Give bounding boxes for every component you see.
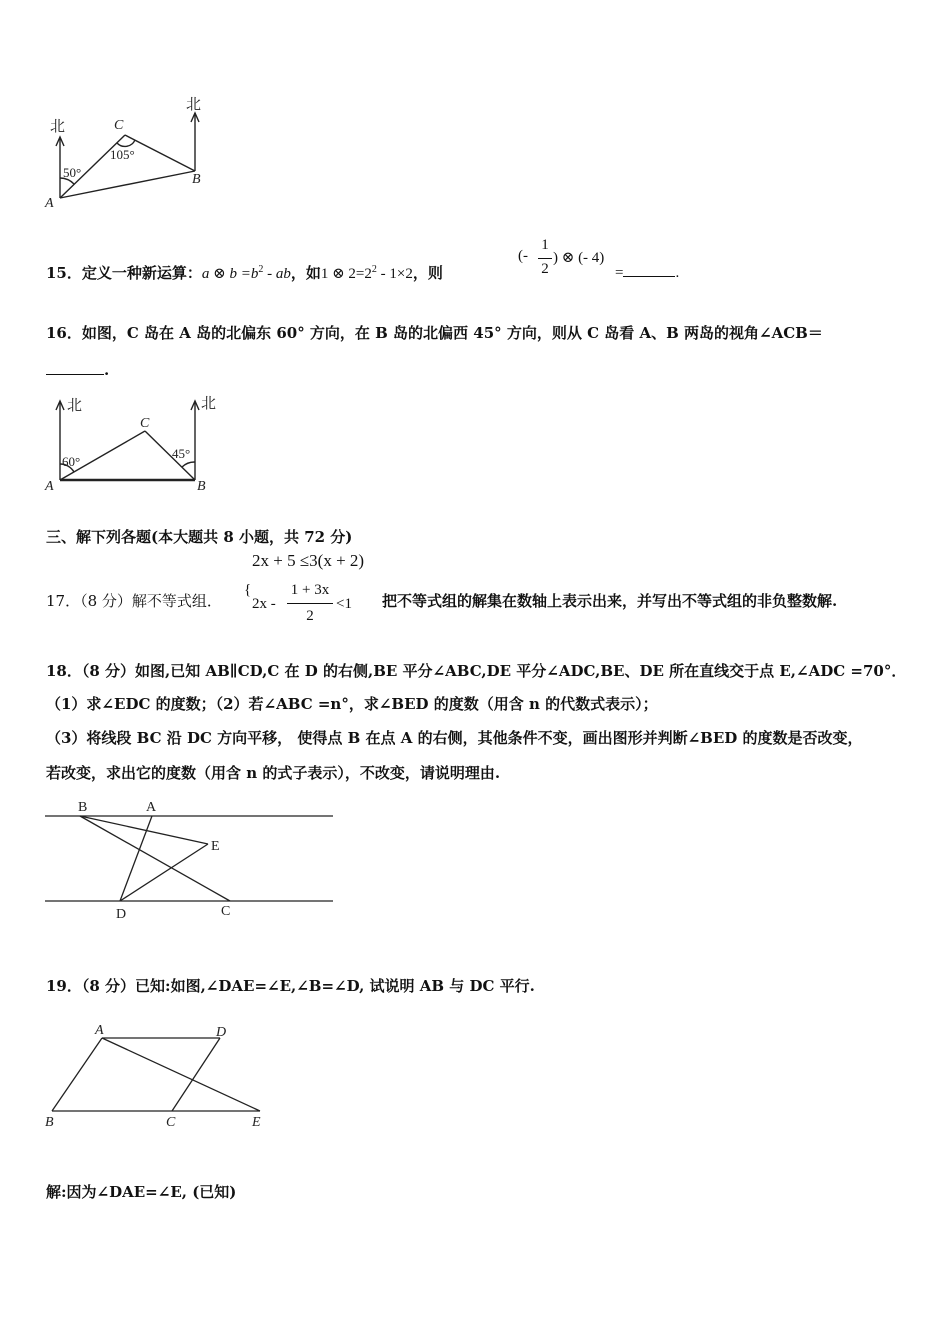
q15-formula-tail: - ab xyxy=(263,266,291,282)
q15-formula-sup: 2 xyxy=(258,264,264,275)
point-label-b: B xyxy=(45,1115,54,1130)
point-label-d: D xyxy=(216,1025,227,1040)
segment-ab xyxy=(52,1038,102,1111)
q17-inequality-2-right: <1 xyxy=(336,596,352,612)
figure-q14 xyxy=(40,95,220,215)
q15-end: . xyxy=(675,265,680,281)
segment-dc xyxy=(172,1038,220,1111)
q15-expr-open: (- xyxy=(518,248,528,264)
point-label-c: C xyxy=(166,1115,176,1130)
figure-q16 xyxy=(40,390,230,500)
point-label-b: B xyxy=(192,172,201,187)
q17-prefix xyxy=(46,590,222,611)
q15-expr-close: ) ⊗ (- 4) xyxy=(553,250,605,266)
q16-answer-blank[interactable] xyxy=(46,360,104,375)
angle-label-50: 50° xyxy=(63,165,82,180)
north-label-right: 北 xyxy=(201,396,217,412)
point-label-b: B xyxy=(78,800,88,815)
q15-define-text: 定义一种新运算： xyxy=(81,264,202,282)
north-label-right: 北 xyxy=(186,97,202,113)
point-label-a: A xyxy=(45,196,54,211)
q15-equals xyxy=(615,262,679,282)
point-label-a: A xyxy=(146,800,157,815)
q15-formula: a ⊗ b =b xyxy=(201,266,259,282)
q17-frac-den: 2 xyxy=(306,608,314,624)
q15-answer-blank[interactable] xyxy=(623,262,675,277)
q17-score: （8 分）解不等式组． xyxy=(80,592,222,610)
q17-brace: { xyxy=(244,582,252,598)
q15-example-text: ，如 xyxy=(290,264,321,282)
north-label-left: 北 xyxy=(67,398,83,414)
section-3-title: 三、解下列各题(本大题共 8 小题，共 72 分) xyxy=(46,528,353,546)
figure-q19 xyxy=(40,1018,280,1138)
segment-de xyxy=(120,844,208,901)
q17-instruction: 把不等式组的解集在数轴上表示出来，并写出不等式组的非负整数解. xyxy=(382,592,838,610)
point-label-b: B xyxy=(197,479,206,494)
q15-then-text: ，则 xyxy=(412,264,443,282)
solution-line-1: 解:因为∠DAE=∠E, (已知) xyxy=(46,1183,237,1201)
north-label-left: 北 xyxy=(50,119,66,135)
point-label-a: A xyxy=(95,1023,104,1038)
point-label-c: C xyxy=(140,416,150,431)
point-label-c: C xyxy=(114,118,124,133)
question-19: 19．（8 分）已知:如图,∠DAE=∠E,∠B=∠D, 试说明 AB 与 DC 平行. xyxy=(46,977,535,995)
angle-label-105: 105° xyxy=(110,147,135,162)
q17-frac-num: 1 + 3x xyxy=(290,582,330,598)
q17-inequality-1: 2x + 5 ≤3(x + 2) xyxy=(252,551,365,570)
question-16: 16．如图，C 岛在 A 岛的北偏东 60° 方向，在 B 岛的北偏西 45° 方向，则从 C 岛看 A、B 两岛的视角∠ACB＝ xyxy=(46,324,823,342)
q17-number: 17． xyxy=(46,592,81,610)
q17-frac-bar xyxy=(287,603,333,604)
angle-label-45: 45° xyxy=(172,446,191,461)
point-label-e: E xyxy=(211,839,220,854)
q18-line-3: （3）将线段 BC 沿 DC 方向平移， 使得点 B 在点 A 的右侧，其他条件不变，画出图形并判断∠BED 的度数是否改变， xyxy=(46,729,863,747)
q15-equals-sign: = xyxy=(615,265,624,281)
angle-label-60: 60° xyxy=(62,454,81,469)
point-label-d: D xyxy=(116,907,127,922)
point-label-a: A xyxy=(45,479,54,494)
figure-q18 xyxy=(40,796,340,926)
q15-frac-num: 1 xyxy=(541,237,549,253)
question-15 xyxy=(46,262,443,283)
q18-line-1: 18．（8 分）如图,已知 AB∥CD,C 在 D 的右侧,BE 平分∠ABC,DE 平分∠ADC,BE、DE 所在直线交于点 E,∠ADC =70°． xyxy=(46,662,907,680)
q15-number: 15． xyxy=(46,264,82,282)
q15-example: 1 ⊗ 2=2 xyxy=(320,266,372,282)
segment-ae xyxy=(102,1038,260,1111)
q18-line-2: （1）求∠EDC 的度数；（2）若∠ABC =n°，求∠BED 的度数（用含 n 的代数式表示）； xyxy=(46,695,658,713)
q18-line-4: 若改变，求出它的度数（用含 n 的式子表示），不改变，请说明理由. xyxy=(46,764,501,782)
point-label-e: E xyxy=(252,1115,261,1130)
q16-end: . xyxy=(104,361,110,379)
q16-answer-line xyxy=(46,360,109,379)
angle-arc-45 xyxy=(182,462,195,467)
q15-example-tail: - 1×2 xyxy=(376,266,413,282)
q15-frac-bar xyxy=(538,258,552,259)
q17-inequality-2-left: 2x - xyxy=(252,596,276,612)
segment-bc xyxy=(80,816,230,901)
segment-be xyxy=(80,816,208,844)
point-label-c: C xyxy=(221,904,231,919)
q15-example-sup: 2 xyxy=(371,264,377,275)
q15-frac-den: 2 xyxy=(541,261,549,277)
